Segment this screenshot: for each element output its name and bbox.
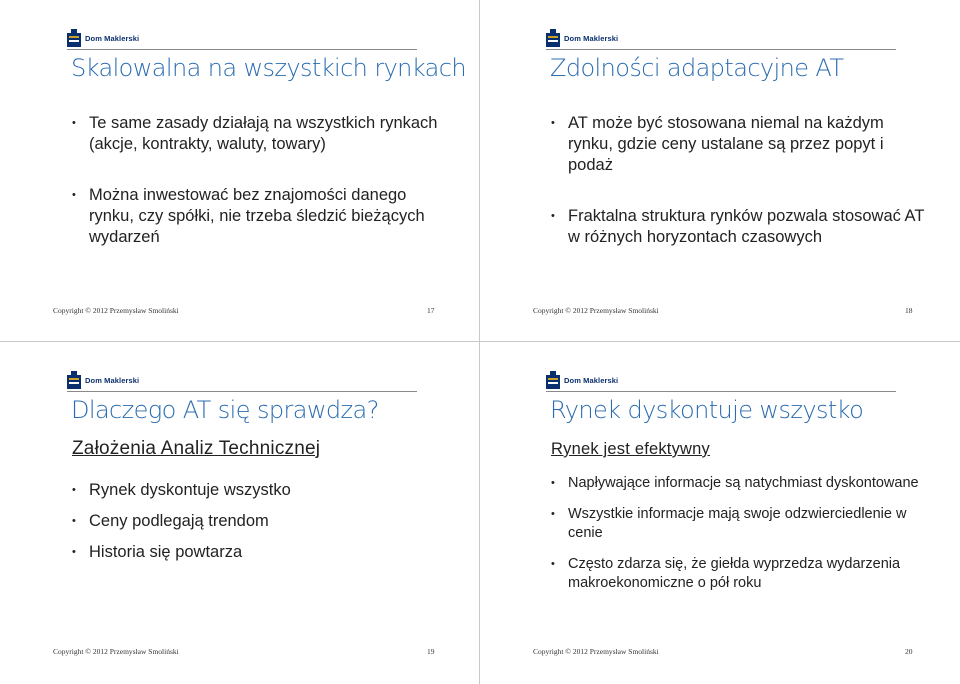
bullet-text: Te same zasady działają na wszystkich rynkach (akcje, kontrakty, waluty, towary) bbox=[89, 114, 438, 153]
logo-text: Dom Maklerski bbox=[564, 33, 619, 43]
list-item bbox=[550, 555, 930, 593]
slide-17 bbox=[0, 0, 478, 340]
header-rule bbox=[67, 49, 417, 50]
page-number: 18 bbox=[905, 306, 913, 315]
bullet-text: Fraktalna struktura rynków pozwala stosować AT w różnych horyzontach czasowych bbox=[568, 207, 925, 246]
bullet-text: Ceny podlegają trendom bbox=[89, 512, 269, 530]
bullet-dot-icon: • bbox=[72, 117, 76, 129]
bullet-dot-icon: • bbox=[551, 117, 555, 129]
copyright: Copyright © 2012 Przemysław Smoliński bbox=[533, 306, 659, 315]
bullet-list bbox=[71, 113, 451, 278]
logo bbox=[67, 369, 139, 391]
slide-title: Rynek dyskontuje wszystko bbox=[550, 396, 864, 424]
logo-text: Dom Maklerski bbox=[85, 375, 140, 385]
list-item bbox=[71, 511, 451, 532]
pko-logo-icon bbox=[67, 29, 81, 47]
page-number: 17 bbox=[427, 306, 435, 315]
list-item bbox=[550, 206, 930, 248]
bullet-dot-icon: • bbox=[72, 515, 76, 527]
bullet-list bbox=[550, 474, 930, 605]
pko-logo-icon bbox=[67, 371, 81, 389]
list-item bbox=[71, 542, 451, 563]
bullet-text: AT może być stosowana niemal na każdym rynku, gdzie ceny ustalane są przez popyt i podaż bbox=[568, 114, 884, 174]
pko-logo-icon bbox=[546, 371, 560, 389]
bullet-dot-icon: • bbox=[551, 477, 555, 489]
slide-18 bbox=[480, 0, 958, 340]
list-item bbox=[71, 113, 451, 155]
bullet-text: Można inwestować bez znajomości danego rynku, czy spółki, nie trzeba śledzić bieżących wydarzeń bbox=[89, 186, 425, 246]
list-item bbox=[550, 505, 930, 543]
pko-logo-icon bbox=[546, 29, 560, 47]
list-item bbox=[71, 185, 451, 248]
slide-subheading: Rynek jest efektywny bbox=[551, 440, 710, 458]
bullet-dot-icon: • bbox=[72, 189, 76, 201]
copyright: Copyright © 2012 Przemysław Smoliński bbox=[53, 306, 179, 315]
bullet-list bbox=[71, 480, 451, 573]
logo bbox=[546, 369, 618, 391]
bullet-dot-icon: • bbox=[72, 546, 76, 558]
logo-text: Dom Maklerski bbox=[564, 375, 619, 385]
bullet-dot-icon: • bbox=[551, 558, 555, 570]
slide-20 bbox=[480, 342, 958, 682]
slide-19 bbox=[0, 342, 478, 682]
list-item bbox=[550, 474, 930, 493]
logo bbox=[546, 27, 618, 49]
bullet-text: Historia się powtarza bbox=[89, 543, 243, 561]
list-item bbox=[550, 113, 930, 176]
copyright: Copyright © 2012 Przemysław Smoliński bbox=[533, 647, 659, 656]
bullet-text: Napływające informacje są natychmiast dyskontowane bbox=[568, 475, 919, 491]
bullet-text: Często zdarza się, że giełda wyprzedza wydarzenia makroekonomiczne o pół roku bbox=[568, 556, 901, 591]
bullet-dot-icon: • bbox=[72, 484, 76, 496]
header-rule bbox=[67, 391, 417, 392]
slide-subheading: Założenia Analiz Technicznej bbox=[72, 438, 321, 459]
slide-title: Skalowalna na wszystkich rynkach bbox=[71, 54, 466, 82]
bullet-dot-icon: • bbox=[551, 508, 555, 520]
slide-title: Zdolności adaptacyjne AT bbox=[550, 54, 844, 82]
logo bbox=[67, 27, 139, 49]
bullet-text: Wszystkie informacje mają swoje odzwierciedlenie w cenie bbox=[568, 506, 907, 541]
copyright: Copyright © 2012 Przemysław Smoliński bbox=[53, 647, 179, 656]
page-number: 20 bbox=[905, 647, 913, 656]
slide-title: Dlaczego AT się sprawdza? bbox=[71, 396, 379, 424]
bullet-list bbox=[550, 113, 930, 278]
bullet-dot-icon: • bbox=[551, 210, 555, 222]
header-rule bbox=[546, 391, 896, 392]
page-number: 19 bbox=[427, 647, 435, 656]
header-rule bbox=[546, 49, 896, 50]
logo-text: Dom Maklerski bbox=[85, 33, 140, 43]
bullet-text: Rynek dyskontuje wszystko bbox=[89, 481, 291, 499]
list-item bbox=[71, 480, 451, 501]
